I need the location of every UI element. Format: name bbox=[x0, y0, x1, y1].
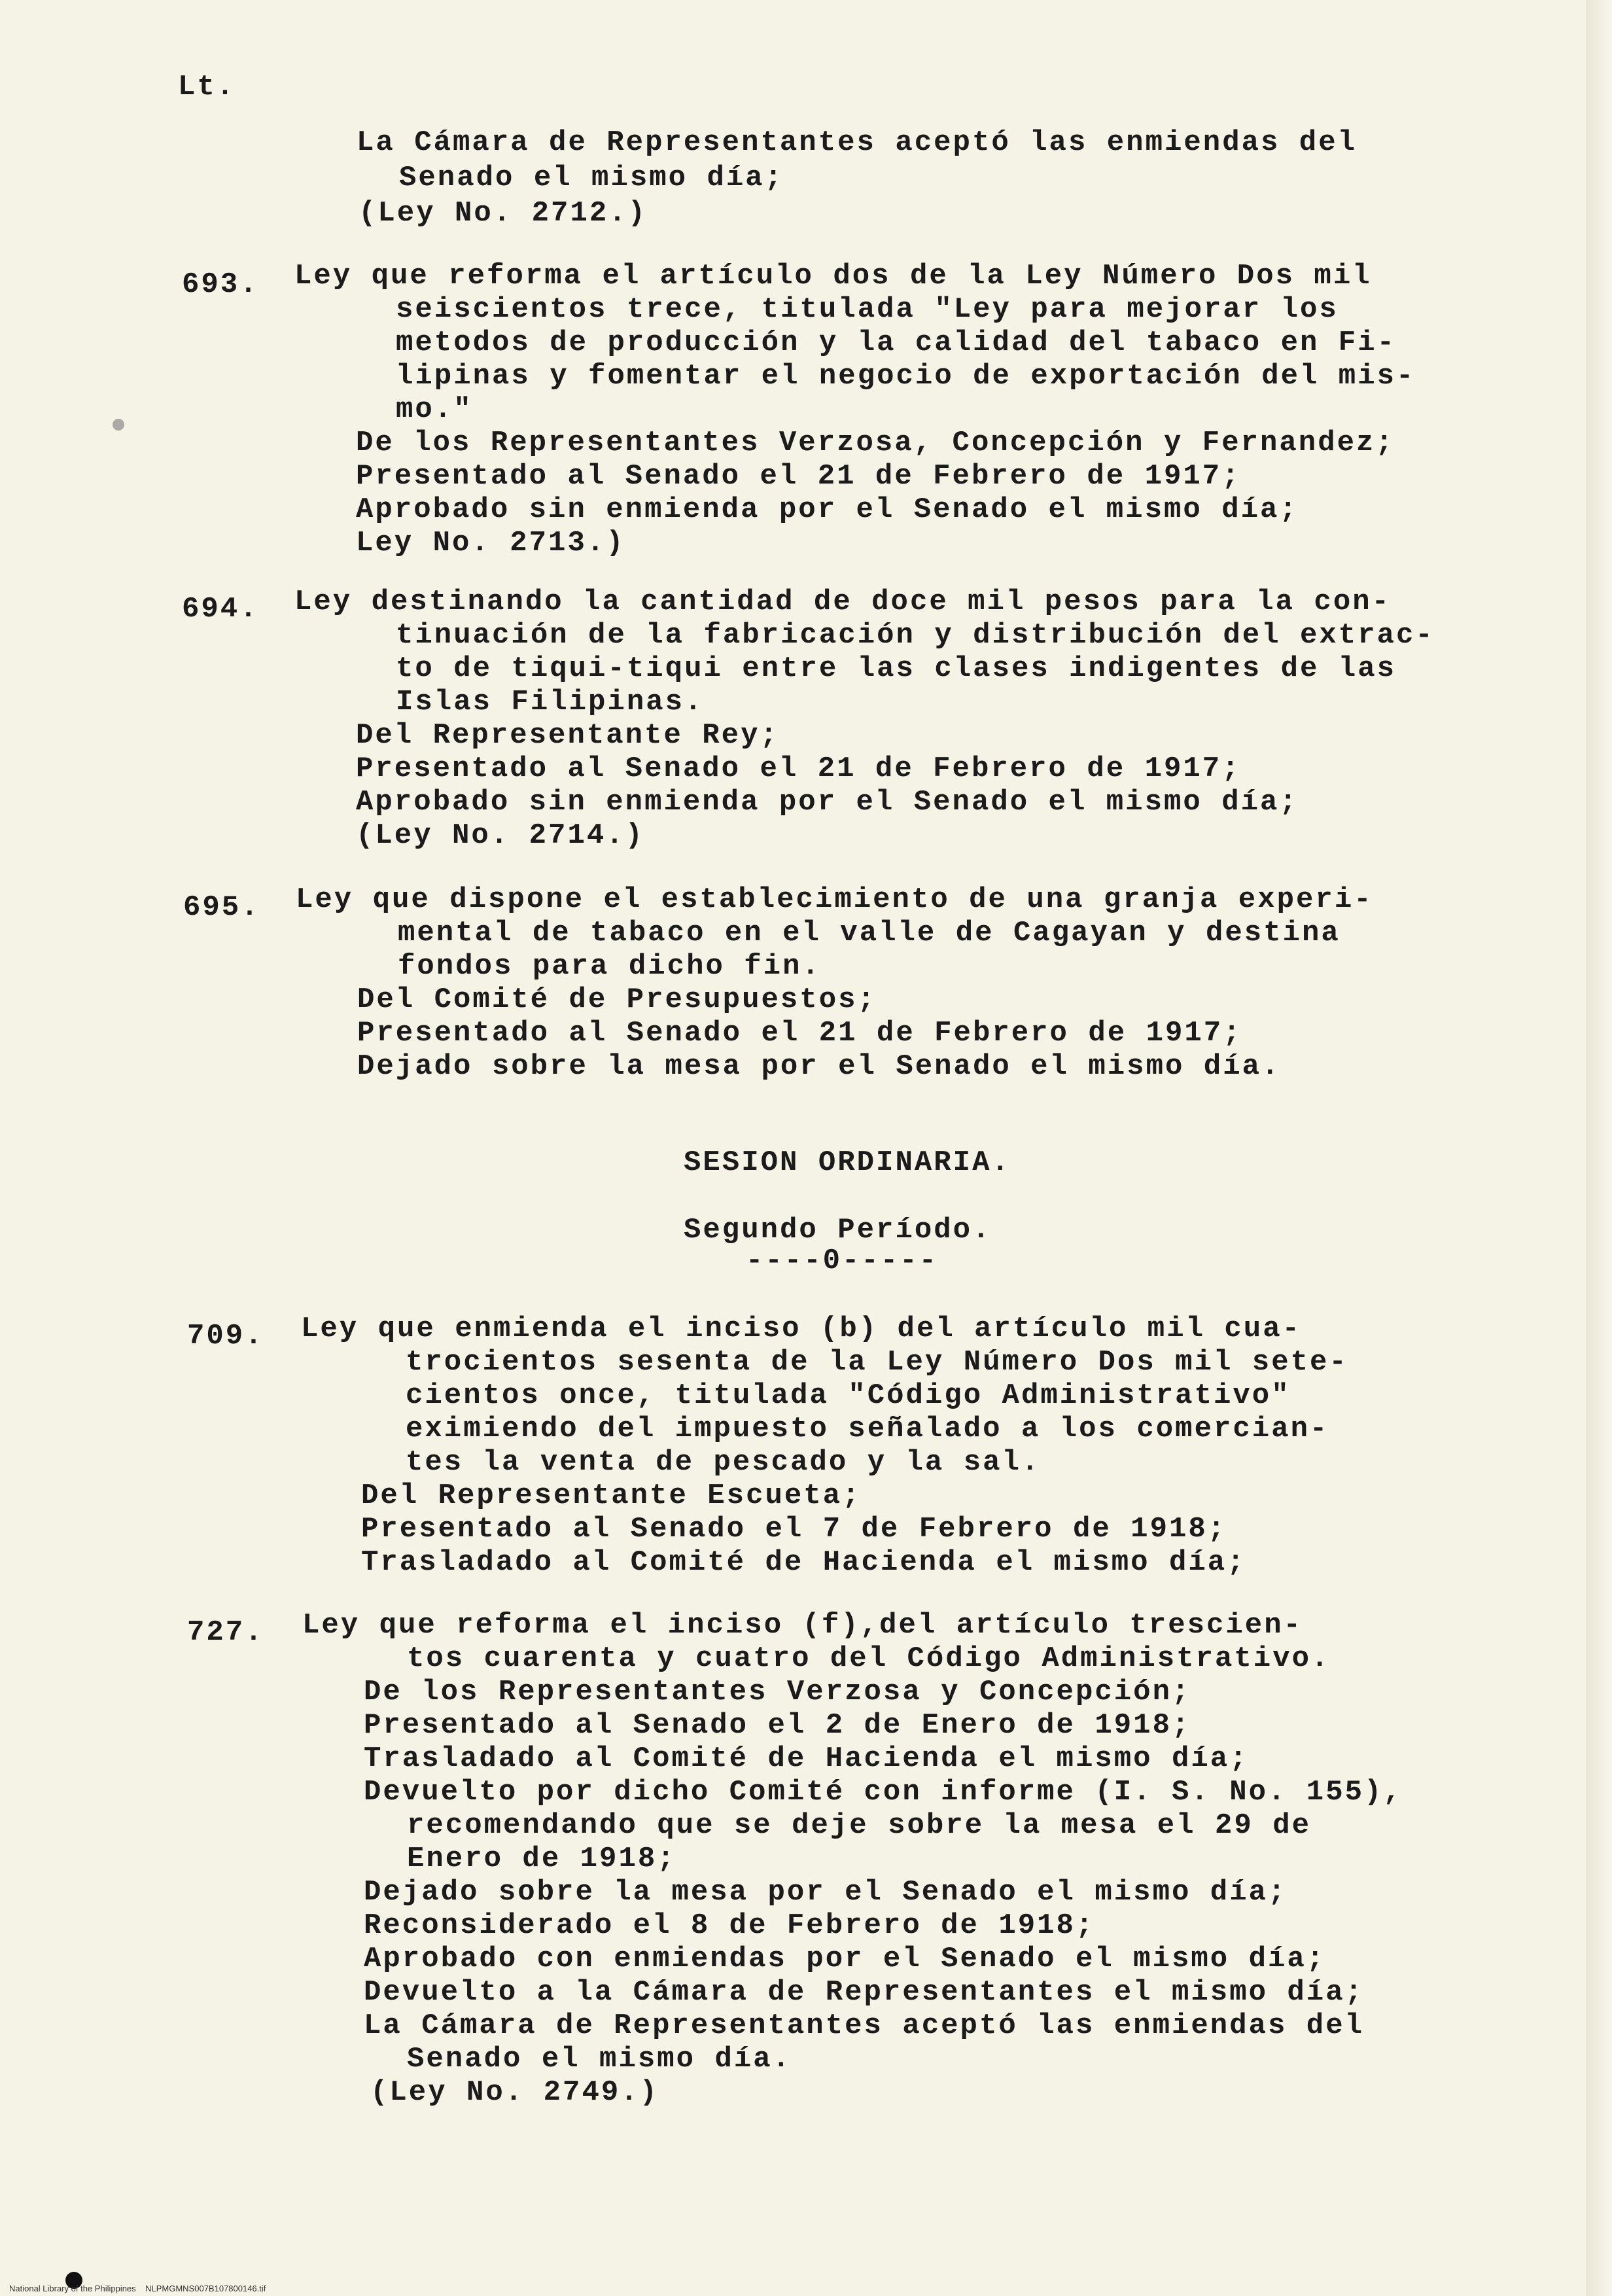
entry-line: Presentado al Senado el 7 de Febrero de 1918; bbox=[361, 1513, 1227, 1545]
entry-line: lipinas y fomentar el negocio de exportación del mis- bbox=[396, 360, 1416, 393]
entry-line: Ley No. 2713.) bbox=[356, 527, 625, 559]
continuation-line: (Ley No. 2712.) bbox=[359, 197, 648, 230]
entry-line: De los Representantes Verzosa y Concepción; bbox=[364, 1676, 1191, 1708]
entry-number: 695. bbox=[183, 891, 260, 924]
entry-line: to de tiqui-tiqui entre las clases indigentes de las bbox=[396, 652, 1397, 685]
entry-line: Ley destinando la cantidad de doce mil pesos para la con- bbox=[294, 586, 1392, 618]
entry-line: Islas Filipinas. bbox=[396, 686, 704, 718]
entry-line: Ley que enmienda el inciso (b) del artículo mil cua- bbox=[301, 1313, 1302, 1345]
entry-line: De los Representantes Verzosa, Concepción y Fernandez; bbox=[356, 427, 1395, 459]
entry-line: Presentado al Senado el 21 de Febrero de 1917; bbox=[356, 460, 1241, 493]
entry-line: tes la venta de pescado y la sal. bbox=[406, 1446, 1041, 1479]
entry-line: Del Representante Rey; bbox=[356, 719, 779, 752]
entry-line: cientos once, titulada "Código Administrativo" bbox=[406, 1379, 1291, 1412]
entry-line: Devuelto por dicho Comité con informe (I. S. No. 155), bbox=[364, 1776, 1403, 1809]
entry-line: fondos para dicho fin. bbox=[398, 950, 821, 983]
entry-number: 709. bbox=[187, 1320, 264, 1352]
entry-line: Trasladado al Comité de Hacienda el mismo día; bbox=[361, 1546, 1246, 1579]
header-mark: Lt. bbox=[178, 71, 236, 103]
entry-line: Del Comité de Presupuestos; bbox=[357, 983, 877, 1016]
entry-line: Dejado sobre la mesa por el Senado el mismo día. bbox=[357, 1050, 1281, 1083]
entry-line: Ley que reforma el inciso (f),del artículo trescien- bbox=[302, 1609, 1303, 1642]
entry-line: seiscientos trece, titulada "Ley para mejorar los bbox=[396, 293, 1339, 326]
entry-line: mental de tabaco en el valle de Cagayan y destina bbox=[398, 917, 1340, 949]
entry-line: Enero de 1918; bbox=[407, 1843, 676, 1875]
entry-line: tinuación de la fabricación y distribución del extrac- bbox=[396, 619, 1435, 652]
entry-line: Dejado sobre la mesa por el Senado el mismo día; bbox=[364, 1876, 1288, 1909]
entry-line: Ley que dispone el establecimiento de una granja experi- bbox=[296, 883, 1373, 916]
scan-footer: National Library of the Philippines NLPMGMNS007B107800146.tif bbox=[9, 2284, 266, 2293]
entry-line: Presentado al Senado el 2 de Enero de 1918; bbox=[364, 1709, 1191, 1742]
continuation-line: Senado el mismo día; bbox=[399, 162, 784, 194]
entry-line: Del Representante Escueta; bbox=[361, 1479, 862, 1512]
entry-line: Presentado al Senado el 21 de Febrero de 1917; bbox=[357, 1017, 1242, 1050]
entry-line: Reconsiderado el 8 de Febrero de 1918; bbox=[364, 1909, 1095, 1942]
section-title: SESION ORDINARIA. bbox=[684, 1146, 1011, 1179]
entry-line: mo." bbox=[396, 393, 473, 426]
entry-line: metodos de producción y la calidad del tabaco en Fi- bbox=[396, 327, 1397, 359]
entry-line: Senado el mismo día. bbox=[407, 2043, 792, 2075]
page-edge bbox=[1586, 0, 1612, 2296]
entry-line: Ley que reforma el artículo dos de la Ley Número Dos mil bbox=[294, 260, 1372, 292]
entry-line: (Ley No. 2714.) bbox=[356, 819, 645, 852]
entry-number: 694. bbox=[182, 593, 259, 626]
entry-line: Aprobado sin enmienda por el Senado el mismo día; bbox=[356, 493, 1299, 526]
entry-line: trocientos sesenta de la Ley Número Dos mil sete- bbox=[406, 1346, 1348, 1379]
section-divider: ----0----- bbox=[746, 1245, 939, 1277]
entry-line: Presentado al Senado el 21 de Febrero de 1917; bbox=[356, 752, 1241, 785]
entry-line: Aprobado con enmiendas por el Senado el mismo día; bbox=[364, 1943, 1326, 1975]
entry-line: tos cuarenta y cuatro del Código Administrativo. bbox=[407, 1642, 1331, 1675]
entry-line: Trasladado al Comité de Hacienda el mismo día; bbox=[364, 1742, 1249, 1775]
continuation-line: La Cámara de Representantes aceptó las enmiendas del bbox=[357, 126, 1358, 159]
entry-number: 693. bbox=[182, 268, 259, 301]
entry-line: Devuelto a la Cámara de Representantes el mismo día; bbox=[364, 1976, 1365, 2009]
entry-line: eximiendo del impuesto señalado a los comercian- bbox=[406, 1413, 1329, 1445]
entry-line: La Cámara de Representantes aceptó las enmiendas del bbox=[364, 2009, 1365, 2042]
entry-line: recomendando que se deje sobre la mesa el 29 de bbox=[407, 1809, 1312, 1842]
entry-number: 727. bbox=[187, 1616, 264, 1649]
entry-line: (Ley No. 2749.) bbox=[370, 2076, 659, 2109]
ink-smudge bbox=[113, 419, 124, 431]
section-subtitle: Segundo Período. bbox=[684, 1214, 992, 1246]
entry-line: Aprobado sin enmienda por el Senado el mismo día; bbox=[356, 786, 1299, 819]
